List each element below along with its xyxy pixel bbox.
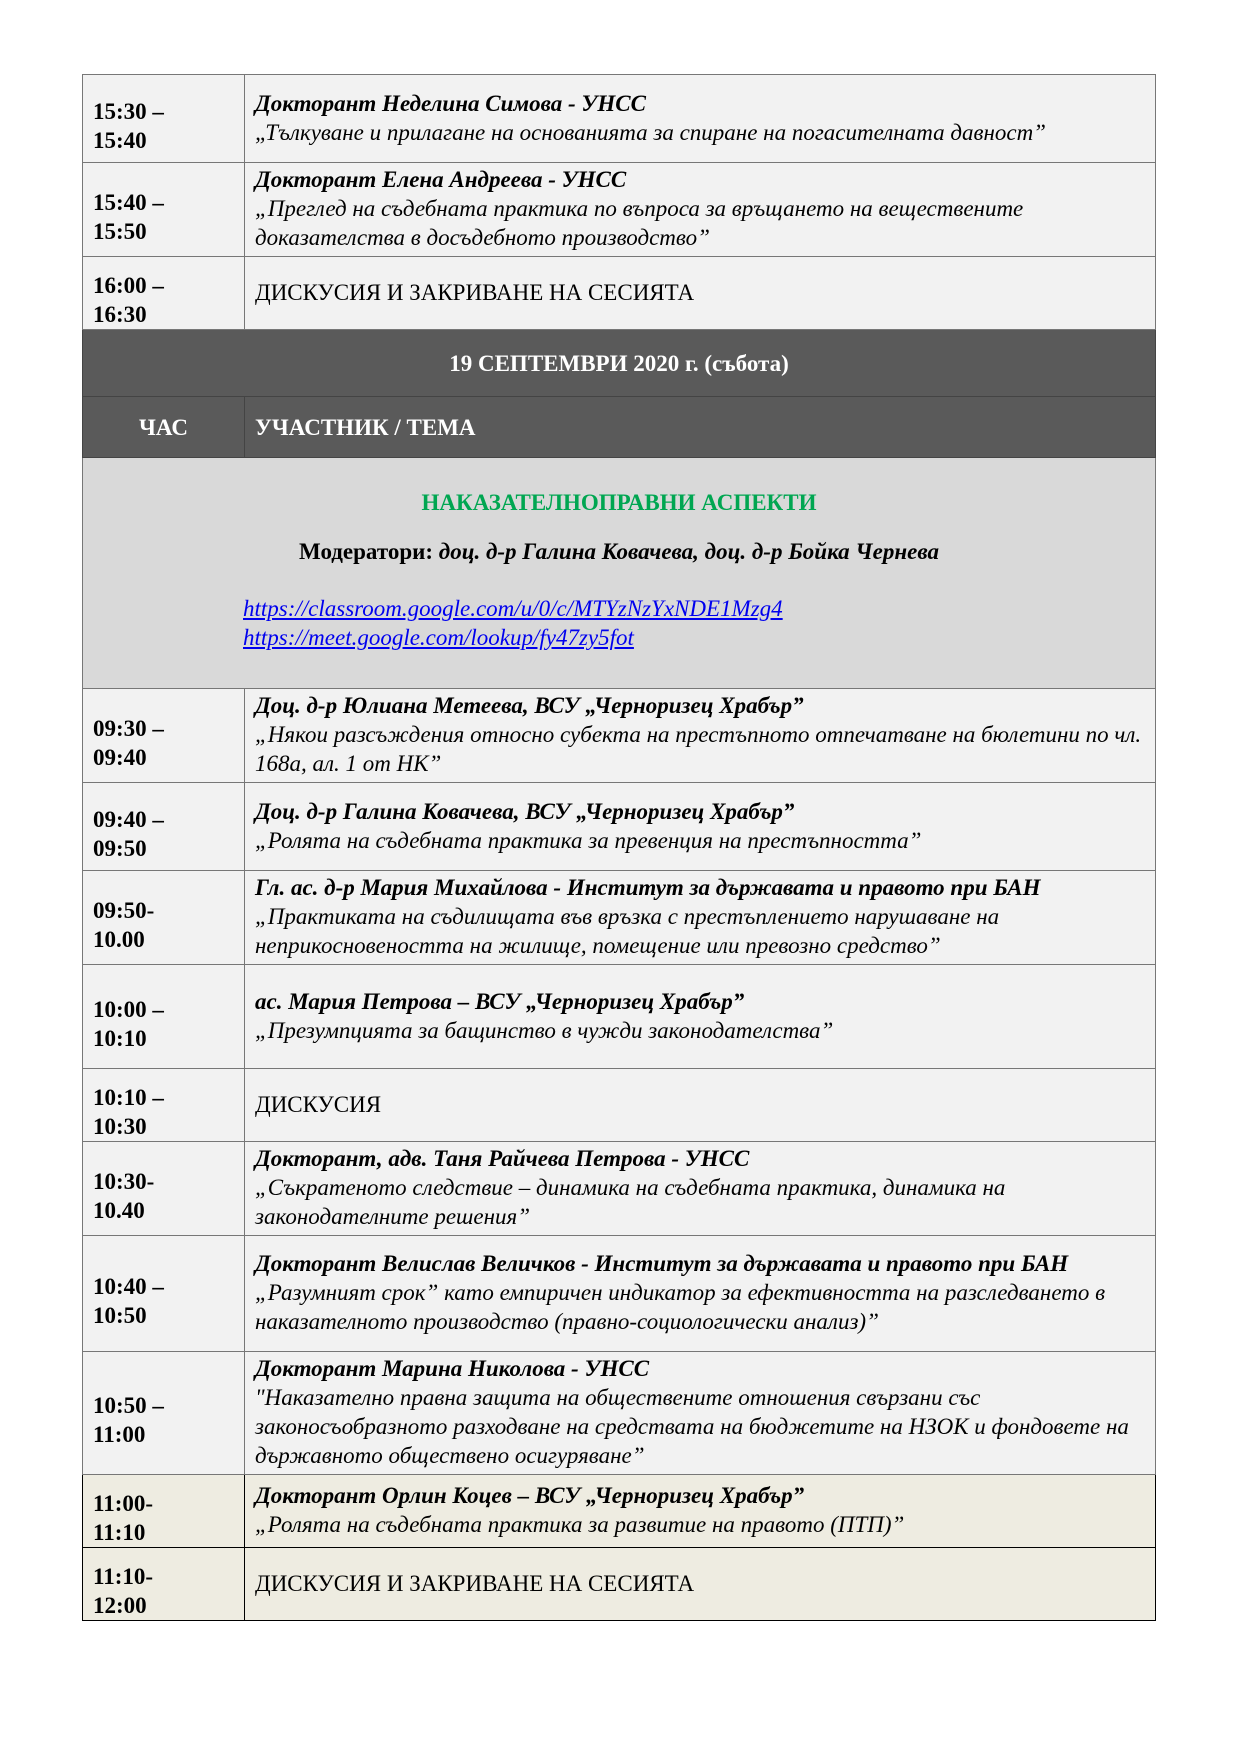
participant-cell [245, 1352, 1156, 1475]
top-rows [83, 75, 1156, 330]
time-cell [83, 1236, 245, 1352]
participant-cell [245, 1069, 1156, 1142]
time-line: 10:00 – [93, 996, 164, 1022]
section-header [83, 458, 1156, 689]
participant-cell [245, 1548, 1156, 1621]
table-row [83, 965, 1156, 1069]
table-row [83, 689, 1156, 783]
moderators-label: Модератори: [299, 539, 434, 564]
participant-cell [245, 783, 1156, 871]
time-line: 15:40 – [93, 189, 164, 215]
speaker-name: Докторант Орлин Коцев – ВСУ „Черноризец Храбър” [255, 1483, 805, 1508]
participant-cell [245, 871, 1156, 965]
speaker-name: Докторант, адв. Таня Райчева Петрова - УНСС [255, 1146, 750, 1171]
time-line: 09:40 [93, 744, 147, 770]
time-line: 09:50 [93, 835, 147, 861]
table-row [83, 1475, 1156, 1548]
time-cell [83, 1069, 245, 1142]
speaker-name: Докторант Неделина Симова - УНСС [255, 90, 646, 116]
section-links [83, 594, 1155, 652]
session-note: ДИСКУСИЯ И ЗАКРИВАНЕ НА СЕСИЯТА [255, 1570, 695, 1596]
column-header-participant: УЧАСТНИК / ТЕМА [245, 397, 1156, 458]
time-line: 16:00 – [93, 273, 164, 298]
speaker-name: Доц. д-р Юлиана Метеева, ВСУ „Черноризец Храбър” [255, 693, 804, 718]
speaker-name: Докторант Елена Андреева - УНСС [255, 167, 627, 192]
time-line: 11:10 [93, 1520, 146, 1545]
schedule-table [82, 74, 1156, 1621]
time-line: 10:50 – [93, 1393, 164, 1418]
topic-title: „Презумпцията за бащинство в чужди законодателства” [255, 1017, 834, 1043]
date-header: 19 СЕПТЕМВРИ 2020 г. (събота) [83, 330, 1156, 397]
speaker-name: Докторант Велислав Величков - Институт за държавата и правото при БАН [255, 1251, 1069, 1276]
time-cell [83, 163, 245, 257]
time-line: 11:00 [93, 1422, 146, 1447]
time-cell [83, 689, 245, 783]
time-line: 10:10 [93, 1025, 147, 1051]
topic-title: "Наказателно правна защита на обществените отношения свързани със законосъобразното разходване на средствата на бюджетите на НЗОК и фондовете на държавното обществено осигуряване” [255, 1385, 1129, 1468]
time-cell [83, 783, 245, 871]
participant-cell [245, 1236, 1156, 1352]
time-line: 10.00 [93, 926, 145, 952]
speaker-name: Докторант Марина Николова - УНСС [255, 1356, 650, 1381]
topic-title: „Ролята на съдебната практика за превенция на престъпността” [255, 827, 922, 853]
meet-link[interactable]: https://meet.google.com/lookup/fy47zy5fot [243, 625, 634, 650]
participant-cell [245, 689, 1156, 783]
participant-cell [245, 1142, 1156, 1236]
time-cell [83, 871, 245, 965]
time-line: 10:40 – [93, 1273, 164, 1299]
table-row [83, 1236, 1156, 1352]
table-row [83, 1069, 1156, 1142]
time-line: 11:10- [93, 1564, 154, 1589]
time-line: 15:40 [93, 127, 147, 153]
time-cell [83, 1142, 245, 1236]
participant-cell [245, 163, 1156, 257]
session-rows [83, 689, 1156, 1621]
time-line: 16:30 [93, 302, 147, 327]
column-header-row [83, 397, 1156, 458]
time-line: 15:30 – [93, 98, 164, 124]
time-line: 11:00- [93, 1491, 154, 1516]
topic-title: „Практиката на съдилищата във връзка с престъплението нарушаване на неприкосновеността на жилище, помещение или превозно средство” [255, 904, 1000, 958]
participant-cell [245, 965, 1156, 1069]
topic-title: „Тълкуване и прилагане на основанията за спиране на погасителната давност” [255, 119, 1046, 145]
date-header-row [83, 330, 1156, 397]
table-row [83, 1352, 1156, 1475]
moderators [83, 537, 1155, 566]
topic-title: „Ролята на съдебната практика за развитие на правото (ПТП)” [255, 1512, 905, 1537]
participant-cell [245, 75, 1156, 163]
topic-title: „Разумният срок” като емпиричен индикатор за ефективността на разследването в наказателното производство (правно-социологически анализ)” [255, 1280, 1106, 1334]
time-line: 09:30 – [93, 715, 164, 741]
time-line: 10.40 [93, 1197, 145, 1223]
speaker-name: Гл. ас. д-р Мария Михайлова - Институт за държавата и правото при БАН [255, 875, 1041, 900]
table-row [83, 1548, 1156, 1621]
time-line: 10:10 – [93, 1085, 164, 1110]
speaker-name: Доц. д-р Галина Ковачева, ВСУ „Черноризец Храбър” [255, 798, 795, 824]
time-cell [83, 1352, 245, 1475]
session-note: ДИСКУСИЯ И ЗАКРИВАНЕ НА СЕСИЯТА [255, 279, 695, 305]
time-cell [83, 1548, 245, 1621]
time-cell [83, 1475, 245, 1548]
time-line: 10:30 [93, 1114, 147, 1139]
column-header-time: ЧАС [83, 397, 245, 458]
time-cell [83, 75, 245, 163]
time-line: 10:30- [93, 1168, 155, 1194]
section-title: НАКАЗАТЕЛНОПРАВНИ АСПЕКТИ [421, 490, 817, 515]
time-line: 09:50- [93, 897, 155, 923]
time-line: 12:00 [93, 1593, 147, 1618]
topic-title: „Някои разсъждения относно субекта на престъпното отпечатване на бюлетини по чл. 168а, ал. 1 от НК” [255, 722, 1142, 776]
moderators-names: доц. д-р Галина Ковачева, доц. д-р Бойка Чернева [438, 539, 939, 564]
table-row [83, 1142, 1156, 1236]
topic-title: „Преглед на съдебната практика по въпроса за връщането на веществените доказателства в досъдебното производство” [255, 196, 1024, 250]
time-line: 15:50 [93, 218, 147, 244]
classroom-link[interactable]: https://classroom.google.com/u/0/c/MTYzNzYxNDE1Mzg4 [243, 596, 783, 621]
table-row [83, 75, 1156, 163]
topic-title: „Съкратеното следствие – динамика на съдебната практика, динамика на законодателните решения” [255, 1175, 1006, 1229]
time-line: 10:50 [93, 1302, 147, 1328]
session-note: ДИСКУСИЯ [255, 1091, 382, 1117]
schedule-page [82, 74, 1156, 1621]
time-cell [83, 965, 245, 1069]
table-row [83, 257, 1156, 330]
time-line: 09:40 – [93, 806, 164, 832]
section-header-row [83, 458, 1156, 689]
table-row [83, 783, 1156, 871]
participant-cell [245, 1475, 1156, 1548]
table-row [83, 163, 1156, 257]
participant-cell [245, 257, 1156, 330]
table-row [83, 871, 1156, 965]
time-cell [83, 257, 245, 330]
speaker-name: ас. Мария Петрова – ВСУ „Черноризец Храбър” [255, 988, 745, 1014]
